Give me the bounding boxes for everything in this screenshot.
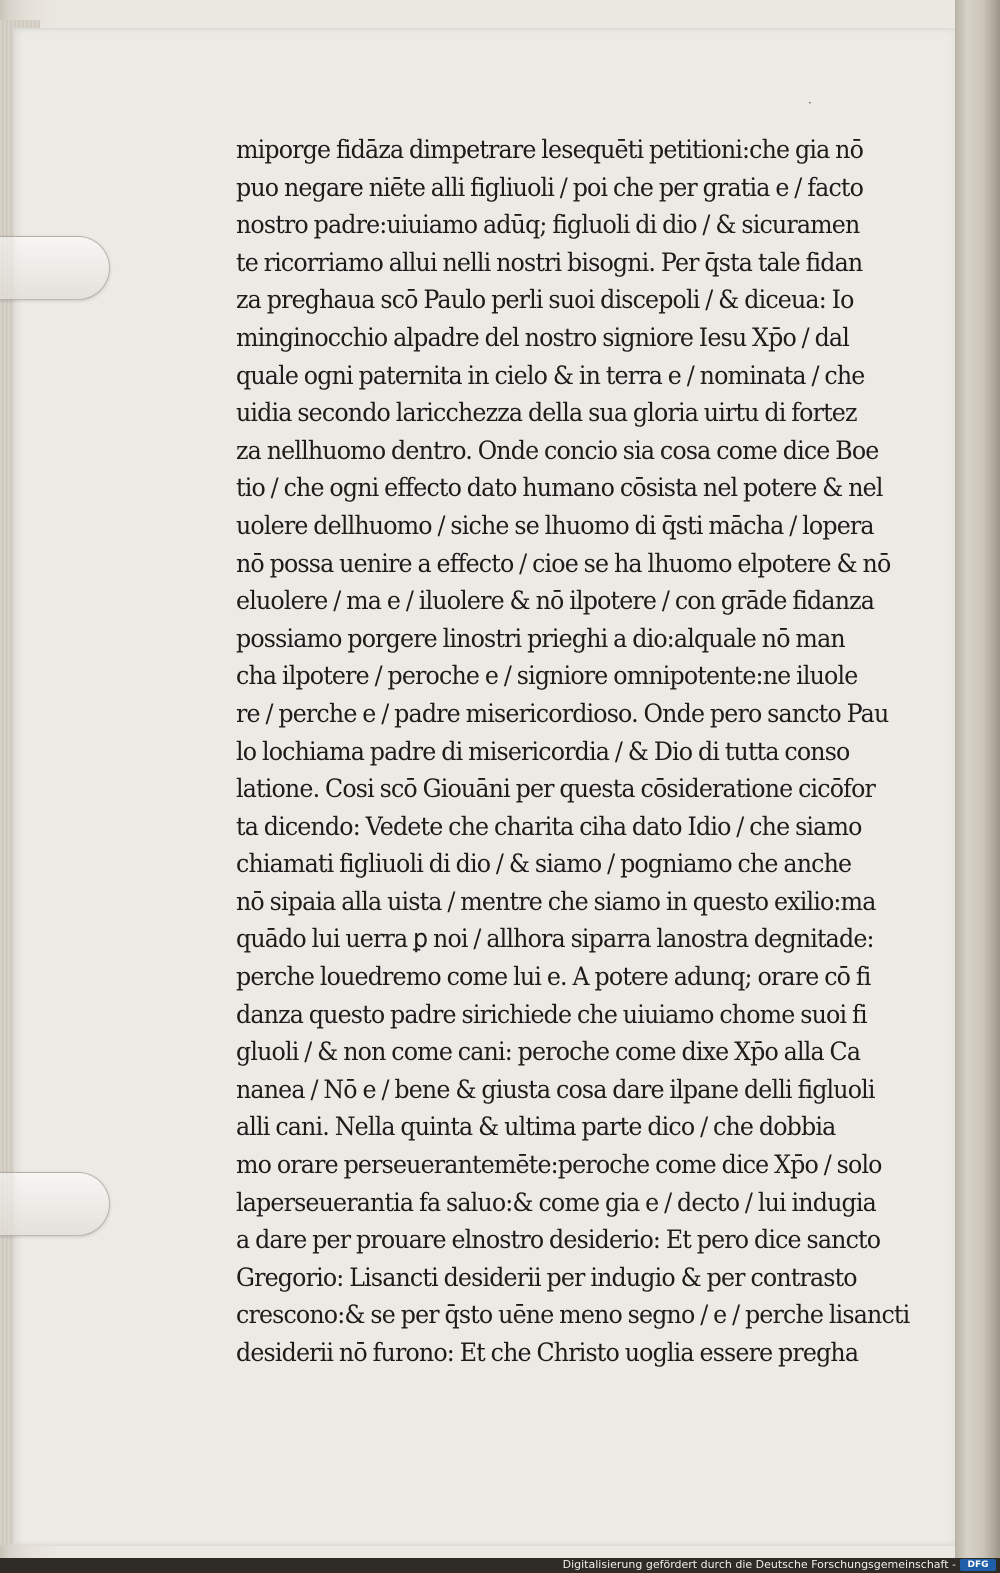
dfg-logo: DFG (960, 1559, 996, 1571)
text-line: mo orare perseuerantemēte:peroche come dice Xp̄o / solo (236, 1150, 882, 1181)
page-clamp-bottom (0, 1172, 110, 1236)
text-line: uidia secondo laricchezza della sua gloria uirtu di fortez (236, 398, 857, 429)
text-line: alli cani. Nella quinta & ultima parte dico / che dobbia (236, 1112, 836, 1143)
text-line: puo negare niēte alli figliuoli / poi che per gratia e / facto (236, 172, 864, 203)
text-line: desiderii nō furono: Et che Christo uoglia essere pregha (236, 1338, 859, 1368)
text-line: laperseuerantia fa saluo:& come gia e / decto / lui indugia (236, 1187, 876, 1218)
text-line: eluolere / ma e / iluolere & nō ilpotere / con grāde fidanza (236, 586, 875, 617)
text-line: nō possa uenire a effecto / cioe se ha lhuomo elpotere & nō (236, 548, 891, 579)
text-line: quale ogni paternita in cielo & in terra e / nominata / che (236, 360, 865, 391)
page-clamp-top (0, 236, 110, 300)
text-line: Gregorio: Lisancti desiderii per indugio & per contrasto (236, 1262, 857, 1293)
text-line: miporge fidāza dimpetrare lesequēti petitioni:che gia nō (236, 135, 864, 165)
text-line: gluoli / & non come cani: peroche come dixe Xp̄o alla Ca (236, 1037, 861, 1068)
text-line: lo lochiama padre di misericordia / & Dio di tutta conso (236, 736, 850, 767)
text-line: crescono:& se per q̄sto uēne meno segno / e / perche lisancti (236, 1300, 910, 1331)
text-line: za preghaua scō Paulo perli suoi discepoli / & diceua: Io (236, 285, 854, 316)
text-line: a dare per prouare elnostro desiderio: Et pero dice sancto (236, 1225, 881, 1256)
body-text (236, 132, 910, 1373)
text-line: nanea / Nō e / bene & giusta cosa dare ilpane delli figluoli (236, 1074, 875, 1105)
text-line: perche louedremo come lui e. A potere adunq; orare cō fi (236, 962, 871, 993)
text-line: minginocchio alpadre del nostro signiore Iesu Xp̄o / dal (236, 322, 849, 353)
text-line: danza questo padre sirichiede che uiuiamo chome suoi fi (236, 999, 867, 1030)
text-line: possiamo porgere linostri prieghi a dio:alquale nō man (236, 623, 845, 654)
text-line: za nellhuomo dentro. Onde concio sia cosa come dice Boe (236, 435, 879, 466)
text-line: ta dicendo: Vedete che charita ciha dato Idio / che siamo (236, 811, 862, 842)
footer-banner (0, 1558, 1000, 1573)
text-line: te ricorriamo allui nelli nostri bisogni. Per q̄sta tale fidan (236, 247, 863, 278)
text-line: latione. Cosi scō Giouāni per questa cōsideratione cicōfor (236, 774, 876, 805)
text-line: cha ilpotere / peroche e / signiore omnipotente:ne iluole (236, 661, 858, 692)
text-line: chiamati figliuoli di dio / & siamo / pogniamo che anche (236, 849, 852, 880)
text-line: uolere dellhuomo / siche se lhuomo di q̄sti mācha / lopera (236, 510, 874, 541)
text-line: nostro padre:uiuiamo adūq; figluoli di dio / & sicuramen (236, 210, 860, 241)
footer-credit: Digitalisierung gefördert durch die Deutsche Forschungsgemeinschaft - (562, 1558, 956, 1571)
book-gutter (955, 0, 1000, 1560)
text-line: nō sipaia alla uista / mentre che siamo in questo exilio:ma (236, 886, 876, 917)
text-line: re / perche e / padre misericordioso. Onde pero sancto Pau (236, 698, 889, 729)
text-line: tio / che ogni effecto dato humano cōsista nel potere & nel (236, 473, 883, 504)
ink-speck: · (808, 96, 812, 110)
text-line: quādo lui uerra ꝑ noi / allhora siparra lanostra degnitade: (236, 924, 874, 955)
